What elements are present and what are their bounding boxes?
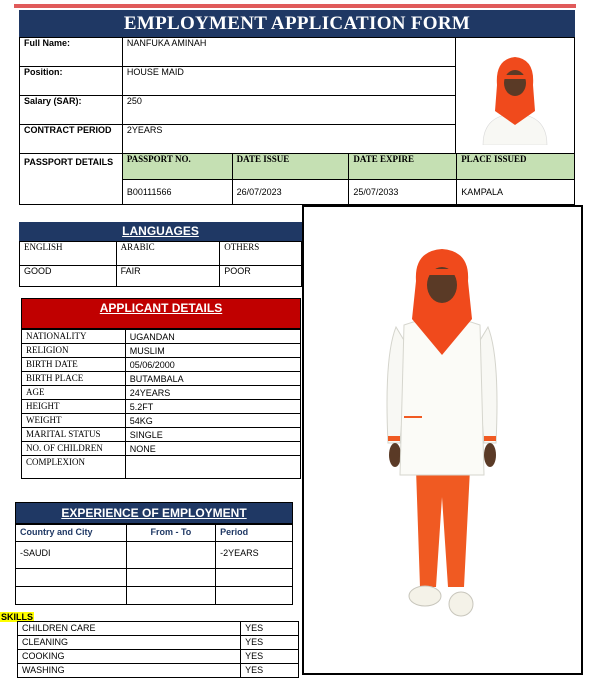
skills-title: SKILLS [1, 612, 34, 622]
exp-from-to-header: From - To [126, 525, 216, 542]
skill-name: CHILDREN CARE [18, 622, 241, 636]
applicant-row-value: UGANDAN [125, 330, 300, 344]
experience-title: EXPERIENCE OF EMPLOYMENT [15, 502, 293, 524]
applicant-row-value [125, 456, 300, 479]
top-accent-line [14, 4, 576, 8]
skills-table [17, 621, 299, 678]
applicant-row-label: AGE [22, 386, 126, 400]
lang-english-level: GOOD [20, 266, 117, 287]
applicant-row-value: 54KG [125, 414, 300, 428]
skill-value: YES [241, 664, 299, 678]
skill-row [18, 622, 299, 636]
experience-row [16, 587, 293, 605]
date-expire-header: DATE EXPIRE [349, 154, 457, 180]
exp-country: -SAUDI [16, 542, 127, 569]
applicant-row [22, 442, 301, 456]
applicant-row-label: NATIONALITY [22, 330, 126, 344]
passport-table [19, 153, 575, 205]
applicant-row-value: 24YEARS [125, 386, 300, 400]
skill-value: YES [241, 650, 299, 664]
applicant-row-label: NO. OF CHILDREN [22, 442, 126, 456]
applicant-row [22, 372, 301, 386]
skill-row [18, 664, 299, 678]
position-label: Position: [20, 67, 123, 96]
applicant-row-label: MARITAL STATUS [22, 428, 126, 442]
full-body-photo [304, 207, 581, 673]
applicant-row [22, 358, 301, 372]
contract-label: CONTRACT PERIOD [20, 125, 123, 154]
date-issue-header: DATE ISSUE [232, 154, 349, 180]
applicant-row-label: RELIGION [22, 344, 126, 358]
date-issue-value: 26/07/2023 [232, 180, 349, 205]
exp-period: -2YEARS [216, 542, 293, 569]
applicant-row [22, 414, 301, 428]
skill-row [18, 636, 299, 650]
applicant-row [22, 344, 301, 358]
applicant-row-label: BIRTH DATE [22, 358, 126, 372]
applicant-portrait-photo [465, 45, 565, 145]
applicant-row-value: NONE [125, 442, 300, 456]
row-full-name [20, 38, 575, 67]
place-issued-value: KAMPALA [457, 180, 575, 205]
exp-period [216, 587, 293, 605]
experience-table [15, 524, 293, 605]
exp-from-to [126, 587, 216, 605]
experience-header-row [16, 525, 293, 542]
salary-label: Salary (SAR): [20, 96, 123, 125]
full-name-label: Full Name: [20, 38, 123, 67]
passport-details-label: PASSPORT DETAILS [20, 154, 123, 205]
lang-arabic-level: FAIR [116, 266, 220, 287]
exp-country [16, 587, 127, 605]
exp-period [216, 569, 293, 587]
applicant-row-value: 05/06/2000 [125, 358, 300, 372]
applicant-row-value: MUSLIM [125, 344, 300, 358]
exp-country [16, 569, 127, 587]
applicant-row-label: HEIGHT [22, 400, 126, 414]
languages-table [19, 241, 302, 287]
portrait-cell [456, 38, 575, 154]
skill-row [18, 650, 299, 664]
full-name-value: NANFUKA AMINAH [122, 38, 455, 67]
experience-row [16, 569, 293, 587]
applicant-row-label: BIRTH PLACE [22, 372, 126, 386]
applicant-row [22, 330, 301, 344]
passport-no-header: PASSPORT NO. [122, 154, 232, 180]
applicant-row [22, 400, 301, 414]
contract-value: 2YEARS [122, 125, 455, 154]
exp-period-header: Period [216, 525, 293, 542]
skill-name: WASHING [18, 664, 241, 678]
applicant-row [22, 428, 301, 442]
languages-header-row [20, 242, 302, 266]
place-issued-header: PLACE ISSUED [457, 154, 575, 180]
applicant-row-value: SINGLE [125, 428, 300, 442]
exp-from-to [126, 542, 216, 569]
experience-row [16, 542, 293, 569]
passport-no-value: B00111566 [122, 180, 232, 205]
skill-value: YES [241, 622, 299, 636]
exp-country-header: Country and City [16, 525, 127, 542]
position-value: HOUSE MAID [122, 67, 455, 96]
lang-others: OTHERS [220, 242, 302, 266]
applicant-row [22, 456, 301, 479]
full-body-photo-frame [302, 205, 583, 675]
applicant-row [22, 386, 301, 400]
applicant-details-title: APPLICANT DETAILS [21, 298, 301, 329]
exp-from-to [126, 569, 216, 587]
applicant-row-value: BUTAMBALA [125, 372, 300, 386]
languages-level-row [20, 266, 302, 287]
applicant-row-label: COMPLEXION [22, 456, 126, 479]
applicant-details-table [21, 329, 301, 479]
lang-arabic: ARABIC [116, 242, 220, 266]
lang-english: ENGLISH [20, 242, 117, 266]
date-expire-value: 25/07/2033 [349, 180, 457, 205]
page-title: EMPLOYMENT APPLICATION FORM [19, 10, 575, 37]
applicant-row-label: WEIGHT [22, 414, 126, 428]
languages-title: LANGUAGES [19, 222, 302, 241]
lang-others-level: POOR [220, 266, 302, 287]
salary-value: 250 [122, 96, 455, 125]
passport-header-row [20, 154, 575, 180]
skill-name: CLEANING [18, 636, 241, 650]
personal-info-table [19, 37, 575, 154]
skill-name: COOKING [18, 650, 241, 664]
skill-value: YES [241, 636, 299, 650]
applicant-row-value: 5.2FT [125, 400, 300, 414]
